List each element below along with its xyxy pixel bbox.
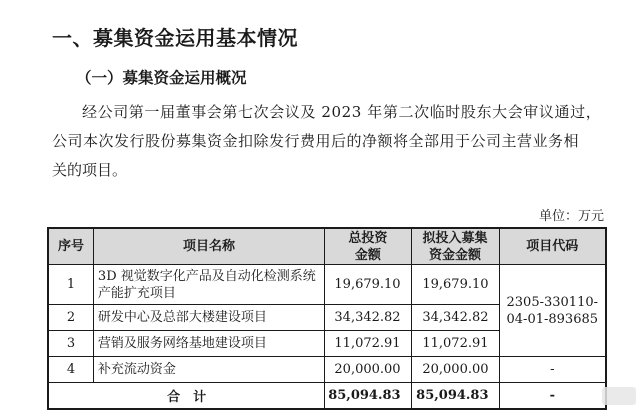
total-investment-cell: 20,000.00 bbox=[325, 357, 411, 383]
paragraph-line: 公司本次发行股份募集资金扣除发行费用后的净额将全部用于公司主营业务相 bbox=[52, 132, 580, 150]
raised-funds-cell: 11,072.91 bbox=[411, 331, 499, 357]
subsection-title: （一）募集资金运用概况 bbox=[76, 69, 247, 87]
total-investment-cell: 34,342.82 bbox=[325, 305, 411, 331]
raised-funds-cell: 20,000.00 bbox=[411, 357, 499, 383]
raised-funds-cell: 19,679.10 bbox=[411, 265, 499, 305]
project-code-cell bbox=[499, 265, 606, 357]
table-header-row bbox=[48, 228, 606, 265]
header-project-code: 项目代码 bbox=[499, 228, 606, 265]
project-name-cell: 补充流动资金 bbox=[93, 357, 324, 383]
project-name-text: 产能扩充项目 bbox=[97, 285, 176, 301]
paragraph-line: 关的项目。 bbox=[52, 161, 128, 179]
header-text: 拟投入募集 bbox=[422, 230, 488, 246]
project-code-cell: - bbox=[499, 357, 606, 383]
table-row bbox=[48, 357, 606, 383]
header-seq: 序号 bbox=[48, 228, 93, 265]
total-investment-cell: 11,072.91 bbox=[325, 331, 411, 357]
section-title: 一、募集资金运用基本情况 bbox=[52, 26, 298, 50]
seq-cell: 2 bbox=[48, 305, 93, 331]
header-text: 金额 bbox=[354, 247, 381, 263]
seq-cell: 1 bbox=[48, 265, 93, 305]
fund-usage-table bbox=[47, 227, 607, 410]
header-text: 资金金额 bbox=[429, 247, 482, 263]
project-name-cell: 研发中心及总部大楼建设项目 bbox=[93, 305, 324, 331]
seq-cell: 3 bbox=[48, 331, 93, 357]
intro-paragraph bbox=[52, 98, 608, 185]
total-row bbox=[48, 383, 606, 409]
project-name-text: 3D 视觉数字化产品及自动化检测系统 bbox=[97, 268, 316, 284]
project-code-text: 2305-330110- bbox=[506, 294, 599, 310]
header-total-investment bbox=[325, 228, 411, 265]
project-code-cell: - bbox=[499, 383, 606, 409]
unit-label: 单位：万元 bbox=[538, 209, 604, 224]
header-raised-funds bbox=[411, 228, 499, 265]
project-name-cell bbox=[93, 265, 324, 305]
seq-cell: 4 bbox=[48, 357, 93, 383]
raised-funds-cell: 34,342.82 bbox=[411, 305, 499, 331]
total-label: 合 计 bbox=[48, 383, 325, 409]
raised-funds-sum: 85,094.83 bbox=[411, 383, 499, 409]
watermark-logo bbox=[602, 387, 636, 405]
project-code-text: 04-01-893685 bbox=[506, 311, 599, 327]
header-text: 总投资 bbox=[348, 230, 388, 246]
header-name: 项目名称 bbox=[93, 228, 324, 265]
total-investment-cell: 19,679.10 bbox=[325, 265, 411, 305]
project-name-cell: 营销及服务网络基地建设项目 bbox=[93, 331, 324, 357]
paragraph-line: 经公司第一届董事会第七次会议及 2023 年第二次临时股东大会审议通过， bbox=[82, 103, 602, 121]
table-row bbox=[48, 265, 606, 305]
total-investment-sum: 85,094.83 bbox=[325, 383, 411, 409]
